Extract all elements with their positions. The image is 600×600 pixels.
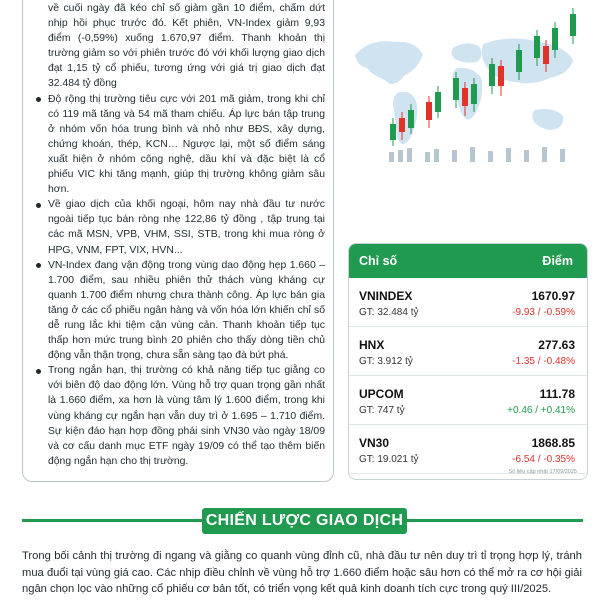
index-source-note: Số liệu cập nhật 17/09/2025 xyxy=(508,469,577,475)
index-change: -1.35 / -0.48% xyxy=(512,356,575,367)
index-change: +0.46 / +0.41% xyxy=(507,405,575,416)
commentary-paragraph-foreign: Về giao dịch của khối ngoại, hôm nay nhà đầu tư nước ngoài tiếp tục bán ròng nhẹ 122,86 tỷ đồng , tập trung tại các mã MSN, VPB, VHM, SSI, STB, trong khi mua ròng ở HPG, VNM, FPT, VIX, HVN... xyxy=(35,197,325,257)
index-header-points: Điểm xyxy=(542,254,573,268)
strategy-divider-right xyxy=(407,519,583,522)
strategy-divider-left xyxy=(22,519,202,522)
index-trading-value: GT: 19.021 tỷ xyxy=(359,454,419,465)
index-row-vn30 xyxy=(349,425,587,474)
world-map-candlestick-icon xyxy=(345,0,585,165)
index-row-hnx xyxy=(349,327,587,376)
index-table-header xyxy=(349,244,587,278)
index-name: UPCOM xyxy=(359,387,404,401)
index-trading-value: GT: 747 tỷ xyxy=(359,405,405,416)
commentary-paragraph-breadth: Độ rộng thị trường tiêu cực với 201 mã giảm, trong khi chỉ có 119 mã tăng và 54 mã tham chiếu. Áp lực bán tập trung ở nhóm vốn hóa trung bình và nhỏ như BĐS, xây dựng, chứng khoán, thép, KCN… Ngược lại, một số điểm sáng xuất hiện ở nhóm công nghệ, dầu khí và đặc biệt là cổ phiếu VIC khi tăng mạnh, giúp thị trường không giảm sâu hơn. xyxy=(35,92,325,198)
index-value: 1670.97 xyxy=(531,289,575,303)
index-change: -9.93 / -0.59% xyxy=(512,307,575,318)
commentary-list xyxy=(35,1,325,469)
strategy-title: CHIẾN LƯỢC GIAO DỊCH xyxy=(202,508,407,534)
strategy-text: Trong bối cảnh thị trường đi ngang và giằng co quanh vùng đỉnh cũ, nhà đầu tư nên duy trì tỉ trọng hợp lý, tránh mua đuổi tại vùng giá cao. Các nhịp điều chỉnh về vùng hỗ trợ 1.660 điểm hoặc sâu hơn có thể mở ra cơ hội giải ngân chọn lọc vào những cổ phiếu cơ bản tốt, có triển vọng kết quả kinh doanh tích cực trong quý III/2025. xyxy=(22,550,582,596)
index-header-name: Chỉ số xyxy=(359,254,398,268)
index-name: VN30 xyxy=(359,436,390,450)
market-commentary-card xyxy=(22,0,334,482)
commentary-paragraph-close: về cuối ngày đã kéo chỉ số giảm gần 10 điểm, chấm dứt nhịp hồi phục trước đó. Kết phiên, VN-Index giảm 9,93 điểm (-0,59%) xuống 1.670,97 điểm. Thanh khoản thị trường giảm so với phiên trước đó với khối lượng giao dịch đạt 1,15 tỷ cổ phiếu, tương ứng với giá trị giao dịch đạt 32.484 tỷ đồng xyxy=(48,3,325,90)
commentary-paragraph-outlook: VN-Index đang vận động trong vùng dao động hẹp 1.660 – 1.700 điểm, sau nhiều phiên thử thách vùng kháng cự quanh 1.700 điểm nhưng chưa thành công. Áp lực bán gia tăng ở các cổ phiếu ngân hàng và vốn hóa lớn khiến chỉ số dễ rung lắc khi tiệm cận vùng cản. Thanh khoản tiếp tục thấp hơn mức trung bình 20 phiên cho thấy dòng tiền chủ động vẫn thận trọng, chưa sẵn sàng tạo đà bứt phá. xyxy=(35,258,325,364)
commentary-paragraph-shortterm: Trong ngắn hạn, thị trường có khả năng tiếp tục giằng co với biên độ dao động lớn. Vùng hỗ trợ quan trọng gần nhất là 1.660 điểm, xa hơn là vùng tâm lý 1.600 điểm, trong khi vùng kháng cự ngắn hạn vẫn duy trì ở 1.695 – 1.710 điểm. Sự kiện đáo hạn hợp đồng phái sinh VN30 vào ngày 18/09 và cơ cấu danh mục ETF ngày 19/09 có thể tạo thêm biến động ngắn hạn cho thị trường. xyxy=(35,363,325,469)
index-value: 111.78 xyxy=(539,387,575,401)
index-name: HNX xyxy=(359,338,385,352)
index-value: 277.63 xyxy=(538,338,575,352)
index-table xyxy=(348,243,588,480)
index-value: 1868.85 xyxy=(531,436,575,450)
index-name: VNINDEX xyxy=(359,289,413,303)
index-trading-value: GT: 3.912 tỷ xyxy=(359,356,413,367)
index-row-upcom xyxy=(349,376,587,425)
index-trading-value: GT: 32.484 tỷ xyxy=(359,307,419,318)
index-row-vnindex xyxy=(349,278,587,327)
candlestick-chart xyxy=(389,8,576,162)
index-change: -6.54 / -0.35% xyxy=(512,454,575,465)
